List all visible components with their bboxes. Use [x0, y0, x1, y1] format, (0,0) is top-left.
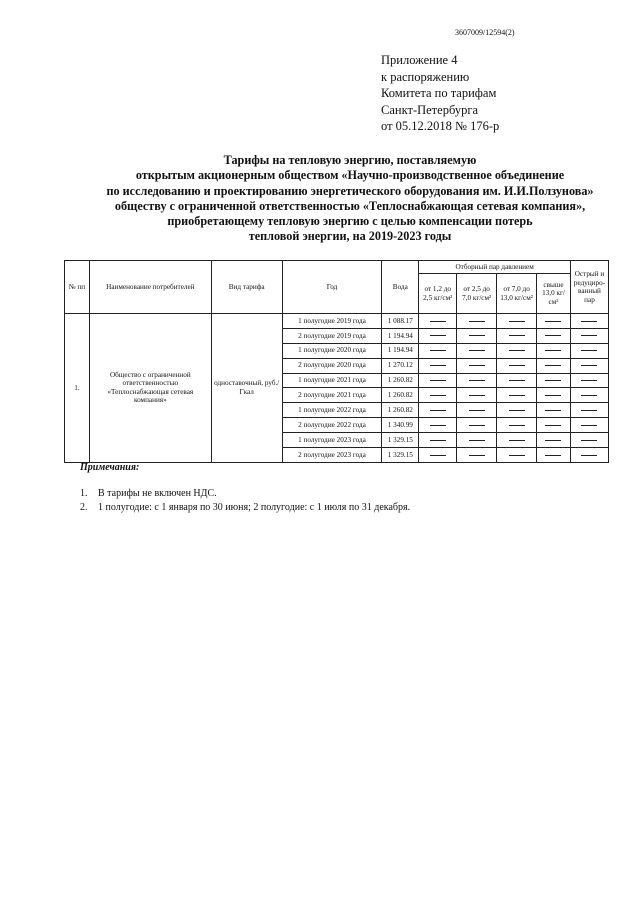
dash-mark: [509, 410, 525, 411]
empty-tariff-cell: [419, 358, 457, 373]
water-tariff-cell: 1 194.94: [382, 328, 419, 343]
note-text: В тарифы не включен НДС.: [98, 488, 217, 499]
note-text: 1 полугодие: с 1 января по 30 июня; 2 полугодие: с 1 июля по 31 декабря.: [98, 502, 411, 513]
title-line: обществу с ограниченной ответственностью «Теплоснабжающая сетевая компания»,: [114, 198, 586, 213]
dash-mark: [545, 335, 561, 336]
title-line: открытым акционерным обществом «Научно-производственное объединение: [135, 168, 565, 183]
water-tariff-cell: 1 329.15: [382, 433, 419, 448]
header-tariff-type: Вид тарифа: [211, 261, 282, 314]
empty-tariff-cell: [570, 433, 608, 448]
header-steam-1: от 1,2 до 2,5 кг/см²: [419, 274, 457, 314]
table-row: [65, 314, 609, 329]
dash-mark: [545, 350, 561, 351]
consumer-name: Общество с ограниченной ответственностью «Теплоснабжающая сетевая компания»: [89, 314, 211, 463]
empty-tariff-cell: [537, 373, 571, 388]
period-cell: 2 полугодие 2021 года: [282, 388, 382, 403]
dash-mark: [469, 350, 485, 351]
header-consumer: Наименование потребителей: [89, 261, 211, 314]
dash-mark: [509, 321, 525, 322]
dash-mark: [430, 455, 446, 456]
note-number: 2.: [80, 502, 88, 513]
empty-tariff-cell: [419, 418, 457, 433]
period-cell: 2 полугодие 2020 года: [282, 358, 382, 373]
period-cell: 2 полугодие 2022 года: [282, 418, 382, 433]
dash-mark: [545, 440, 561, 441]
dash-mark: [430, 425, 446, 426]
annex-line: Санкт-Петербурга: [381, 102, 479, 117]
water-tariff-cell: 1 329.15: [382, 448, 419, 463]
dash-mark: [469, 410, 485, 411]
empty-tariff-cell: [570, 358, 608, 373]
dash-mark: [509, 380, 525, 381]
dash-mark: [545, 380, 561, 381]
dash-mark: [509, 395, 525, 396]
empty-tariff-cell: [419, 314, 457, 329]
water-tariff-cell: 1 088.17: [382, 314, 419, 329]
empty-tariff-cell: [537, 328, 571, 343]
dash-mark: [581, 440, 597, 441]
dash-mark: [509, 350, 525, 351]
empty-tariff-cell: [537, 403, 571, 418]
empty-tariff-cell: [419, 403, 457, 418]
empty-tariff-cell: [457, 343, 497, 358]
period-cell: 2 полугодие 2023 года: [282, 448, 382, 463]
empty-tariff-cell: [537, 343, 571, 358]
empty-tariff-cell: [537, 358, 571, 373]
empty-tariff-cell: [537, 448, 571, 463]
document-number: 3607009/12594(2): [455, 28, 515, 37]
dash-mark: [545, 410, 561, 411]
dash-mark: [581, 321, 597, 322]
empty-tariff-cell: [457, 328, 497, 343]
header-num: № пп: [65, 261, 90, 314]
annex-line: Приложение 4: [381, 53, 458, 67]
dash-mark: [509, 335, 525, 336]
note-item: [80, 501, 410, 515]
dash-mark: [469, 395, 485, 396]
empty-tariff-cell: [570, 328, 608, 343]
period-cell: 1 полугодие 2019 года: [282, 314, 382, 329]
dash-mark: [545, 365, 561, 366]
empty-tariff-cell: [570, 388, 608, 403]
header-water: Вода: [382, 261, 419, 314]
dash-mark: [469, 440, 485, 441]
title-line: по исследованию и проектированию энергетического оборудования им. И.И.Ползунова»: [106, 183, 594, 198]
dash-mark: [430, 365, 446, 366]
dash-mark: [581, 425, 597, 426]
header-steam-2: от 2,5 до 7,0 кг/см²: [457, 274, 497, 314]
empty-tariff-cell: [497, 418, 537, 433]
dash-mark: [469, 321, 485, 322]
dash-mark: [469, 455, 485, 456]
empty-tariff-cell: [497, 403, 537, 418]
empty-tariff-cell: [537, 433, 571, 448]
empty-tariff-cell: [570, 314, 608, 329]
empty-tariff-cell: [419, 343, 457, 358]
dash-mark: [430, 440, 446, 441]
header-sharp-steam: Острый и редуциро-ванный пар: [570, 261, 608, 314]
dash-mark: [581, 455, 597, 456]
empty-tariff-cell: [497, 448, 537, 463]
dash-mark: [545, 321, 561, 322]
note-number: 1.: [80, 488, 88, 499]
empty-tariff-cell: [537, 314, 571, 329]
empty-tariff-cell: [497, 314, 537, 329]
empty-tariff-cell: [497, 373, 537, 388]
empty-tariff-cell: [457, 388, 497, 403]
header-year: Год: [282, 261, 382, 314]
empty-tariff-cell: [457, 403, 497, 418]
title-line: тепловой энергии, на 2019-2023 годы: [248, 229, 452, 244]
empty-tariff-cell: [570, 403, 608, 418]
dash-mark: [430, 410, 446, 411]
dash-mark: [469, 380, 485, 381]
empty-tariff-cell: [419, 448, 457, 463]
dash-mark: [509, 455, 525, 456]
period-cell: 1 полугодие 2022 года: [282, 403, 382, 418]
water-tariff-cell: 1 260.82: [382, 403, 419, 418]
dash-mark: [581, 365, 597, 366]
empty-tariff-cell: [497, 328, 537, 343]
annex-line: Комитета по тарифам: [381, 86, 497, 100]
dash-mark: [581, 335, 597, 336]
dash-mark: [581, 350, 597, 351]
empty-tariff-cell: [457, 433, 497, 448]
empty-tariff-cell: [419, 373, 457, 388]
empty-tariff-cell: [570, 418, 608, 433]
water-tariff-cell: 1 340.99: [382, 418, 419, 433]
water-tariff-cell: 1 260.82: [382, 388, 419, 403]
dash-mark: [469, 365, 485, 366]
dash-mark: [469, 425, 485, 426]
dash-mark: [430, 321, 446, 322]
dash-mark: [509, 365, 525, 366]
dash-mark: [430, 335, 446, 336]
annex-line: от 05.12.2018 № 176-р: [381, 119, 500, 133]
header-steam-group: Отборный пар давлением: [419, 261, 571, 274]
empty-tariff-cell: [570, 448, 608, 463]
empty-tariff-cell: [457, 358, 497, 373]
water-tariff-cell: 1 260.82: [382, 373, 419, 388]
empty-tariff-cell: [537, 418, 571, 433]
dash-mark: [509, 440, 525, 441]
empty-tariff-cell: [497, 358, 537, 373]
empty-tariff-cell: [457, 448, 497, 463]
empty-tariff-cell: [419, 388, 457, 403]
empty-tariff-cell: [570, 373, 608, 388]
document-title: [60, 153, 640, 245]
period-cell: 1 полугодие 2020 года: [282, 343, 382, 358]
annex-block: [381, 52, 499, 135]
empty-tariff-cell: [457, 314, 497, 329]
tariff-type: одноставочный, руб./Гкал: [211, 314, 282, 463]
period-cell: 2 полугодие 2019 года: [282, 328, 382, 343]
empty-tariff-cell: [497, 388, 537, 403]
dash-mark: [581, 395, 597, 396]
dash-mark: [430, 380, 446, 381]
header-steam-4: свыше 13,0 кг/см²: [537, 274, 571, 314]
note-item: [80, 487, 410, 501]
empty-tariff-cell: [457, 418, 497, 433]
dash-mark: [545, 395, 561, 396]
dash-mark: [469, 335, 485, 336]
empty-tariff-cell: [419, 433, 457, 448]
header-steam-3: от 7,0 до 13,0 кг/см²: [497, 274, 537, 314]
notes-block: [80, 462, 410, 515]
dash-mark: [545, 455, 561, 456]
title-line: приобретающему тепловую энергию с целью компенсации потерь: [167, 214, 533, 229]
dash-mark: [545, 425, 561, 426]
dash-mark: [509, 425, 525, 426]
water-tariff-cell: 1 194.94: [382, 343, 419, 358]
period-cell: 1 полугодие 2021 года: [282, 373, 382, 388]
empty-tariff-cell: [497, 343, 537, 358]
empty-tariff-cell: [497, 433, 537, 448]
title-line: Тарифы на тепловую энергию, поставляемую: [223, 153, 477, 167]
notes-title: Примечания:: [80, 462, 140, 473]
tariff-table: [64, 260, 609, 463]
empty-tariff-cell: [570, 343, 608, 358]
annex-line: к распоряжению: [381, 69, 470, 84]
dash-mark: [430, 395, 446, 396]
dash-mark: [430, 350, 446, 351]
row-number: 1.: [65, 314, 90, 463]
empty-tariff-cell: [537, 388, 571, 403]
period-cell: 1 полугодие 2023 года: [282, 433, 382, 448]
empty-tariff-cell: [419, 328, 457, 343]
dash-mark: [581, 410, 597, 411]
water-tariff-cell: 1 270.12: [382, 358, 419, 373]
dash-mark: [581, 380, 597, 381]
empty-tariff-cell: [457, 373, 497, 388]
